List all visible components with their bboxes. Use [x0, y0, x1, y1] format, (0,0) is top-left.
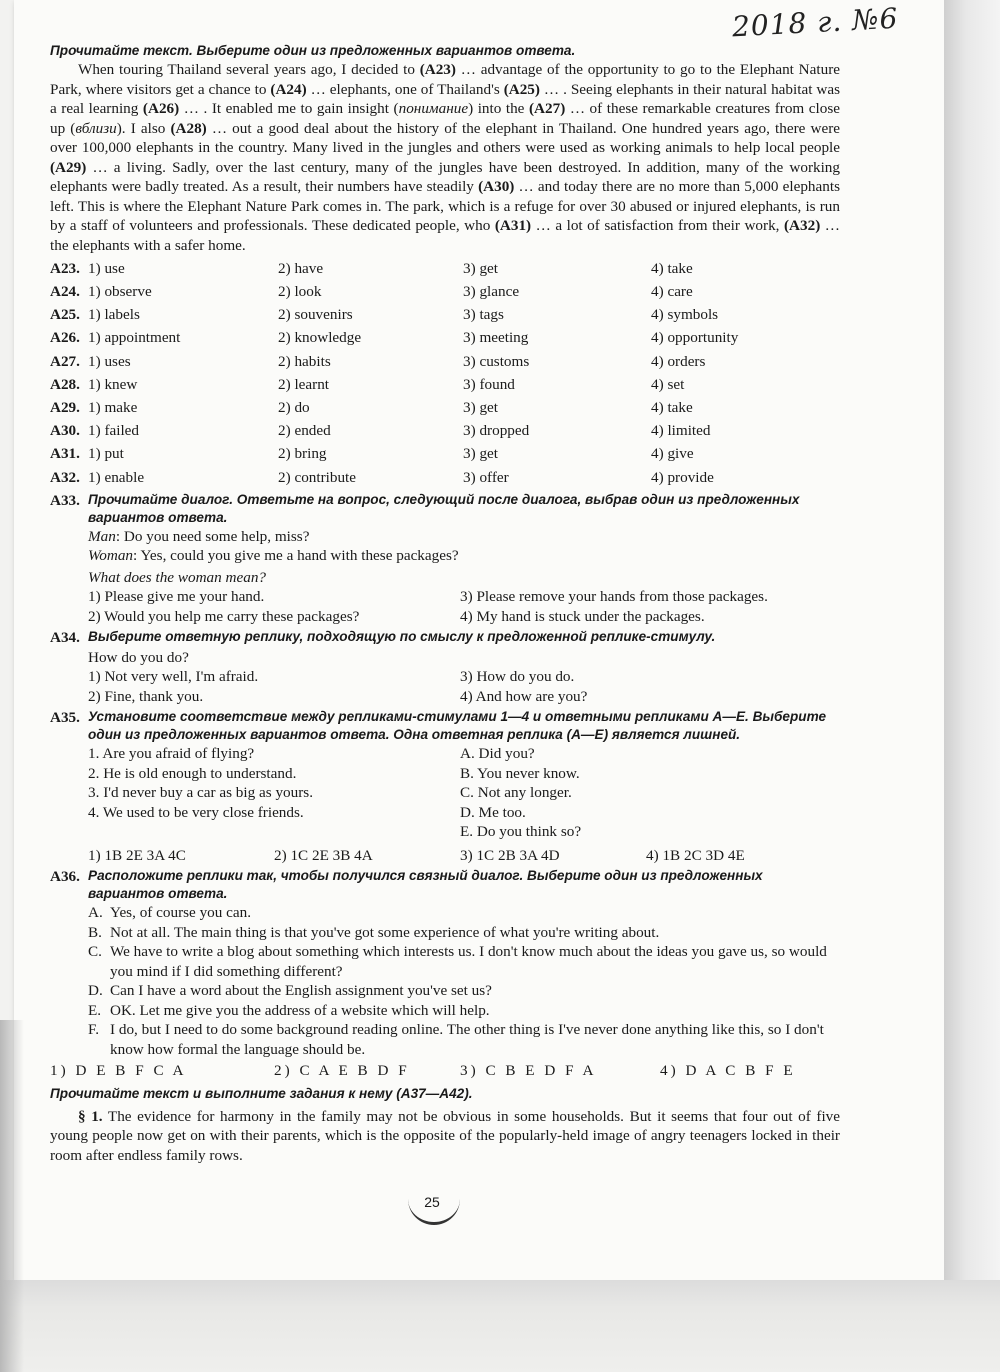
answer-option: 3) C B E D F A [460, 1062, 597, 1080]
task-a36 [50, 867, 840, 1081]
dialog-line: C. We have to write a blog about something which interests us. I don't know much about the ideas you gave us, so would you mind if I did something different? [88, 943, 827, 980]
task-instruction: Установите соответствие между репликами-стимулами 1—4 и ответными репликами А—Е. Выберите один из предложенных вариантов ответа. Одна ответная реплика (А—Е) является лишней. [88, 709, 827, 743]
scan-shadow [0, 1020, 24, 1372]
options-row: A24. 1) observe 2) look 3) glance 4) care [50, 283, 693, 301]
options-row: A30. 1) failed 2) ended 3) dropped 4) limited [50, 422, 711, 440]
dialog-stimulus: How do you do? [88, 648, 189, 666]
page-number: 25 [424, 1194, 440, 1210]
options-row: A32. 1) enable 2) contribute 3) offer 4) provide [50, 468, 714, 486]
answer-option: 3) How do you do. [460, 668, 575, 686]
options-row: A27. 1) uses 2) habits 3) customs 4) orders [50, 352, 706, 370]
answer-option: 1) 1B 2E 3A 4C [88, 846, 186, 864]
answer-option: 2) Fine, thank you. [88, 687, 204, 705]
options-row: A31. 1) put 2) bring 3) get 4) give [50, 445, 694, 463]
response-line: A. Did you? [460, 745, 535, 763]
task-instruction: Выберите ответную реплику, подходящую по смыслу к предложенной реплике-стимулу. [88, 629, 716, 645]
options-row: A28. 1) knew 2) learnt 3) found 4) set [50, 375, 685, 393]
page-edge [944, 0, 1000, 1372]
task-number: A35. [50, 709, 80, 727]
answer-option: 1) Please give me your hand. [88, 588, 265, 606]
options-table [50, 257, 738, 489]
answer-option: 1) Not very well, I'm afraid. [88, 668, 259, 686]
dialog-line: F. I do, but I need to do some background reading online. The other thing is I've never done anything like this, so I don't know how formal the language should be. [88, 1021, 824, 1058]
answer-option: 4) D A C B F E [660, 1062, 796, 1080]
paragraph-1: § 1. The evidence for harmony in the family may not be obvious in some households. But it seems that four out of five young people now get on with their parents, which is the opposite of the popularly-held image of angry teenagers locked in their room after endless family rows. [50, 1107, 841, 1164]
task-number: A36. [50, 868, 80, 886]
task-instruction: Расположите реплики так, чтобы получился связный диалог. Выберите один из предложенных вариантов ответа. [88, 868, 763, 902]
task-a34 [50, 628, 840, 706]
stimulus-line: 3. I'd never buy a car as big as yours. [88, 784, 313, 802]
dialog-line: E. OK. Let me give you the address of a website which will help. [88, 1001, 490, 1019]
section1-instruction: Прочитайте текст. Выберите один из предложенных вариантов ответа. [50, 43, 576, 58]
answer-option: 2) 1C 2E 3B 4A [274, 846, 373, 864]
handwritten-note: 2018 г. №6 [731, 1, 900, 44]
task-a33 [50, 491, 840, 627]
response-line: D. Me too. [460, 803, 526, 821]
passage-elephants: When touring Thailand several years ago, I decided to (A23) … advantage of the opportunity to go to the Elephant Nature Park, where visitors get a chance to (A24) … elephants, one of Thailand's (A25) … . Seeing elephants in their natural habitat was a real learning (A26) … . It enabled me to gain insight (понимание) into the (A27) … of these remarkable creatures from close up (вблизи). I also (A28) … out a good deal about the history of the elephant in Thailand. One hundred years ago, there were over 100,000 elephants in the country. Many lived in the jungles and others were used as working animals to help local people (A29) … a living. Sadly, over the last century, many of the jungles have been destroyed. In addition, many of the working elephants were badly treated. As a result, their numbers have steadily (A30) … and today there are no more than 5,000 elephants left. This is where the Elephant Nature Park comes in. The park, which is a refuge for over 30 abused or injured elephants, is run by a staff of volunteers and professionals. These dedicated people, who (A31) … a lot of satisfaction from their work, (A32) … the elephants with a safer home. [50, 61, 841, 254]
answer-option: 4) And how are you? [460, 687, 588, 705]
answer-option: 4) My hand is stuck under the packages. [460, 607, 705, 625]
task-a35 [50, 708, 840, 865]
dialog-line: A. Yes, of course you can. [88, 904, 252, 922]
options-row: A29. 1) make 2) do 3) get 4) take [50, 398, 693, 416]
dialog-line-man: Man: Do you need some help, miss? [88, 527, 310, 545]
answer-option: 3) 1C 2B 3A 4D [460, 846, 560, 864]
answer-option: 4) 1B 2C 3D 4E [646, 846, 745, 864]
dialog-line: B. Not at all. The main thing is that you've got some experience of what you're writing about. [88, 923, 660, 941]
section2-instruction: Прочитайте текст и выполните задания к нему (А37—А42). [50, 1085, 473, 1101]
options-row: A26. 1) appointment 2) knowledge 3) meeting 4) opportunity [50, 329, 739, 347]
answer-option: 2) Would you help me carry these packages? [88, 607, 360, 625]
answer-option: 3) Please remove your hands from those packages. [460, 588, 768, 606]
stimulus-line: 1. Are you afraid of flying? [88, 745, 255, 763]
dialog-line-woman: Woman: Yes, could you give me a hand with these packages? [88, 547, 459, 565]
options-row: A23. 1) use 2) have 3) get 4) take [50, 259, 693, 277]
task-number: A34. [50, 629, 80, 647]
dialog-line: D. Can I have a word about the English assignment you've set us? [88, 982, 492, 1000]
response-line: B. You never know. [460, 764, 580, 782]
response-line: E. Do you think so? [460, 823, 582, 841]
scan-bottom-margin [0, 1280, 1000, 1372]
answer-option: 2) C A E B D F [274, 1062, 410, 1080]
stimulus-line: 4. We used to be very close friends. [88, 803, 304, 821]
task-question: What does the woman mean? [88, 568, 267, 586]
options-row: A25. 1) labels 2) souvenirs 3) tags 4) symbols [50, 306, 719, 324]
response-line: C. Not any longer. [460, 784, 572, 802]
page-content [50, 42, 840, 1165]
answer-option: 1) D E B F C A [50, 1062, 187, 1080]
task-instruction: Прочитайте диалог. Ответьте на вопрос, следующий после диалога, выбрав один из предложенных вариантов ответа. [88, 491, 800, 525]
stimulus-line: 2. He is old enough to understand. [88, 764, 297, 782]
task-number: A33. [50, 491, 80, 509]
